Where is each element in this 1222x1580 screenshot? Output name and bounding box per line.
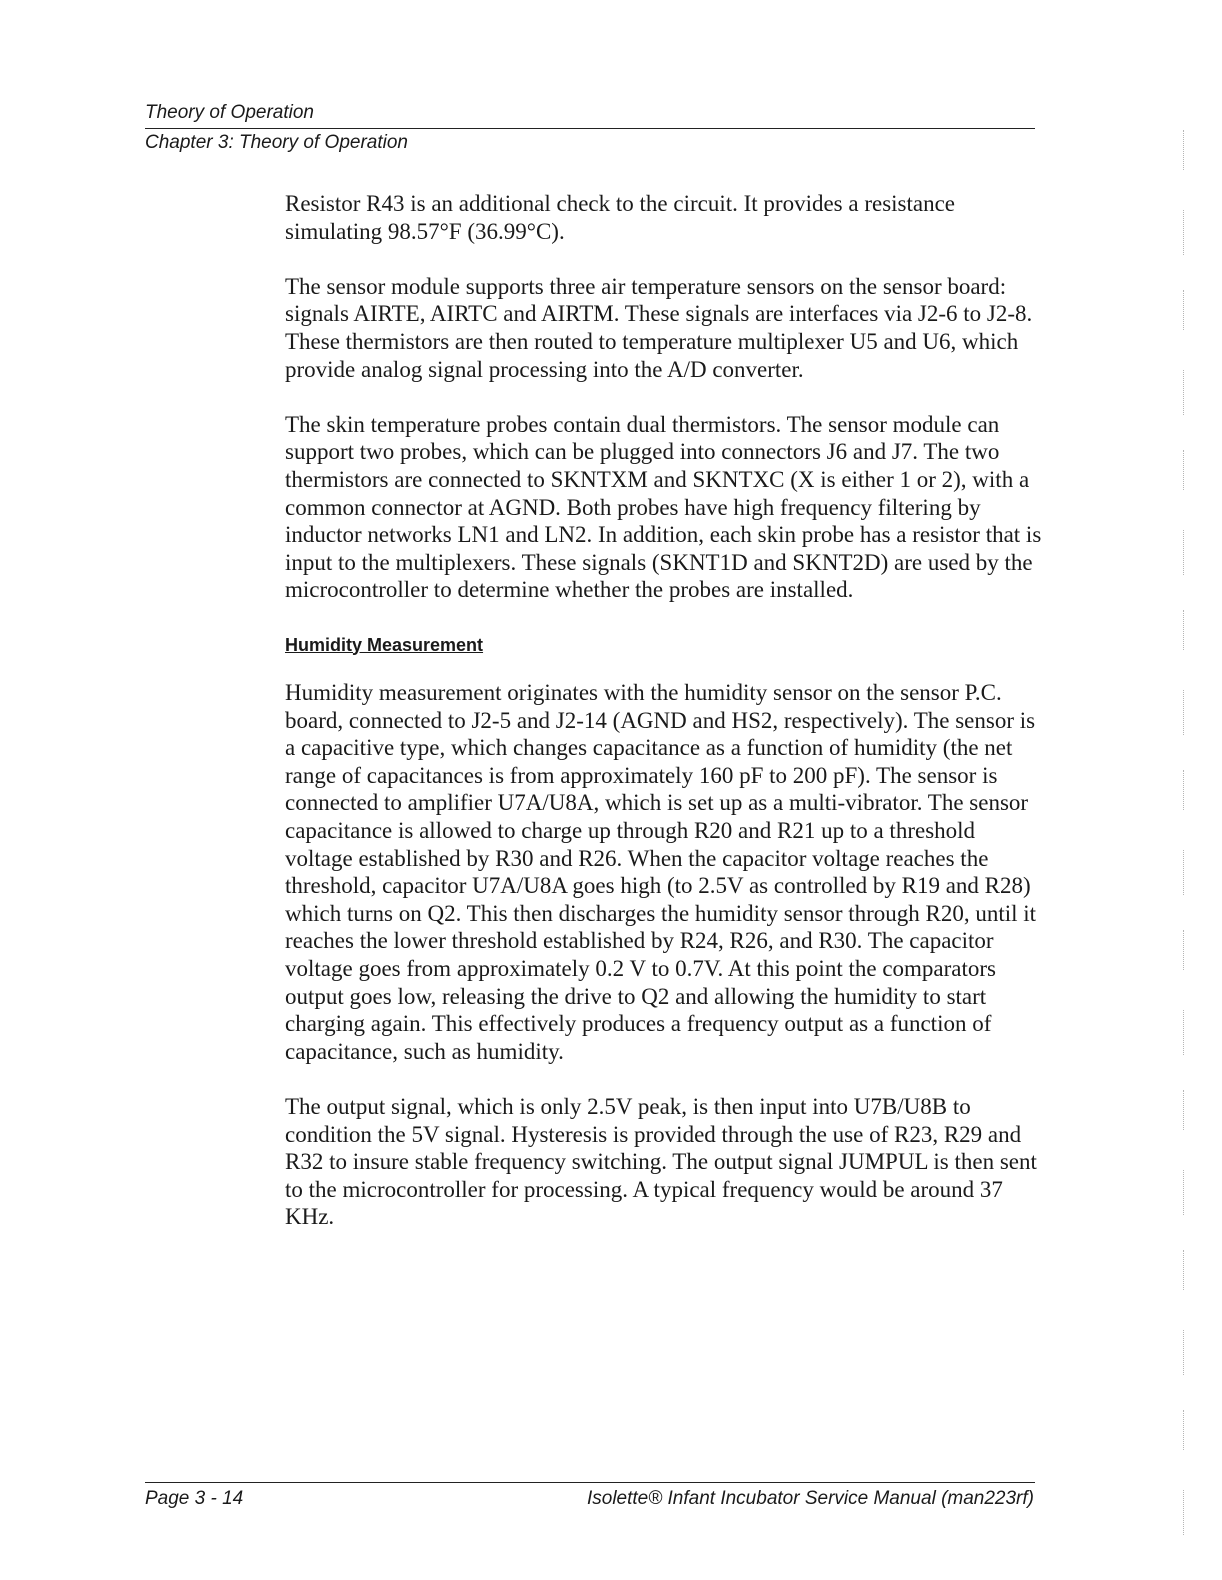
scan-edge-marks xyxy=(1178,120,1190,1550)
header-chapter-title: Chapter 3: Theory of Operation xyxy=(145,132,408,153)
footer-manual-title: Isolette® Infant Incubator Service Manual (man223rf) xyxy=(586,1488,1034,1509)
page-body xyxy=(285,190,1045,1259)
paragraph-skin-temperature-probes: The skin temperature probes contain dual thermistors. The sensor module can support two probes, which can be plugged into connectors J6 and J7. The two thermistors are connected to SKNTXM and SKNTXC (X is either 1 or 2), with a common connector at AGND. Both probes have high frequency filtering by inductor networks LN1 and LN2. In addition, each skin probe has a resistor that is input to the multiplexers. These signals (SKNT1D and SKNT2D) are used by the microcontroller to determine whether the probes are installed. xyxy=(285,411,1042,603)
footer-divider xyxy=(145,1482,1035,1483)
section-heading-humidity: Humidity Measurement xyxy=(285,634,484,655)
paragraph-air-temperature-sensors: The sensor module supports three air temperature sensors on the sensor board: signals AIRTE, AIRTC and AIRTM. These signals are interfaces via J2-6 to J2-8. These thermistors are then routed to temperature multiplexer U5 and U6, which provide analog signal processing into the A/D converter. xyxy=(285,273,1033,382)
paragraph-output-signal: The output signal, which is only 2.5V peak, is then input into U7B/U8B to condition the 5V signal. Hysteresis is provided through the use of R23, R29 and R32 to insure stable frequency switching. The output signal JUMPUL is then sent to the microcontroller for processing. A typical frequency would be around 37 KHz. xyxy=(285,1094,1037,1230)
header-divider xyxy=(145,128,1035,129)
paragraph-resistor-r43: Resistor R43 is an additional check to the circuit. It provides a resistance simulating 98.57°F (36.99°C). xyxy=(285,191,956,244)
header-section-title: Theory of Operation xyxy=(145,102,314,123)
paragraph-humidity-measurement: Humidity measurement originates with the humidity sensor on the sensor P.C. board, connected to J2-5 and J2-14 (AGND and HS2, respectively). The sensor is a capacitive type, which changes capacitance as a function of humidity (the net range of capacitances is from approximately 160 pF to 200 pF). The sensor is connected to amplifier U7A/U8A, which is set up as a multi-vibrator. The sensor capacitance is allowed to charge up through R20 and R21 up to a threshold voltage established by R30 and R26. When the capacitor voltage reaches the threshold, capacitor U7A/U8A goes high (to 2.5V as controlled by R19 and R28) which turns on Q2. This then discharges the humidity sensor through R20, until it reaches the lower threshold established by R24, R26, and R30. The capacitor voltage goes from approximately 0.2 V to 0.7V. At this point the comparators output goes low, releasing the drive to Q2 and allowing the humidity to start charging again. This effectively produces a frequency output as a function of capacitance, such as humidity. xyxy=(285,680,1037,1064)
footer-page-number: Page 3 - 14 xyxy=(145,1488,244,1509)
